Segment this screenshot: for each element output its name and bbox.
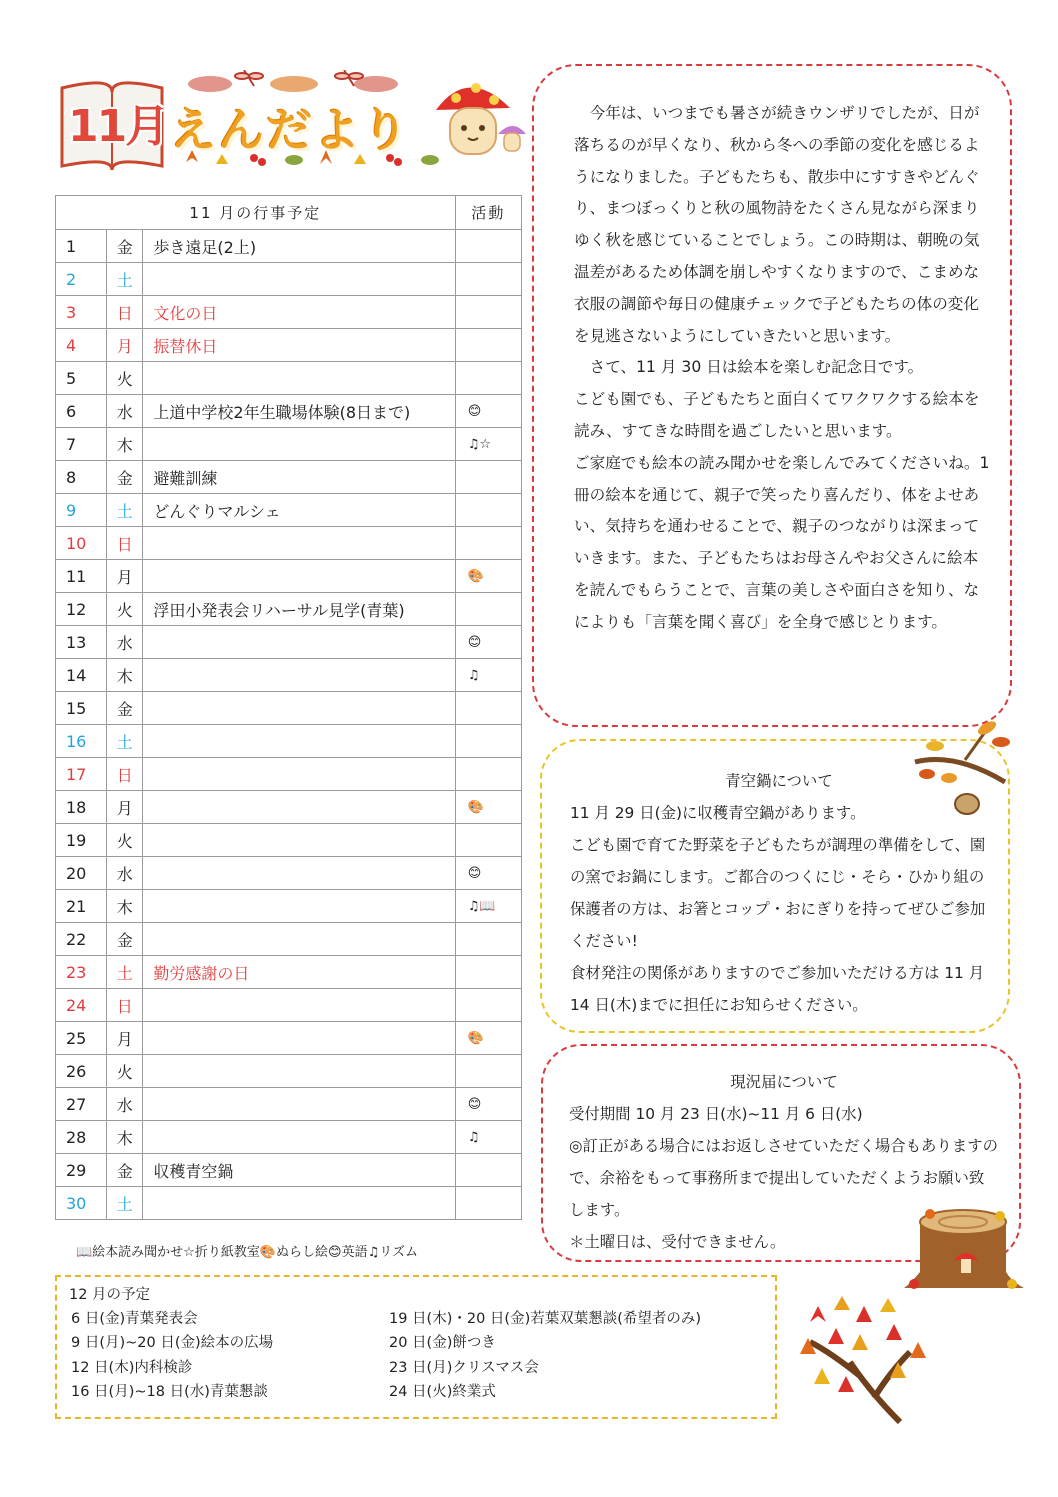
activity-cell: ♫📖 xyxy=(455,890,521,923)
day-number: 4 xyxy=(56,329,107,362)
schedule-row xyxy=(56,428,522,461)
day-of-week: 月 xyxy=(107,1022,143,1055)
schedule-row xyxy=(56,494,522,527)
day-number: 9 xyxy=(56,494,107,527)
event-cell: 振替休日 xyxy=(143,329,455,362)
schedule-row xyxy=(56,659,522,692)
schedule-row xyxy=(56,626,522,659)
event-cell xyxy=(143,791,455,824)
day-number: 16 xyxy=(56,725,107,758)
day-number: 23 xyxy=(56,956,107,989)
day-of-week: 金 xyxy=(107,230,143,263)
activity-cell xyxy=(455,527,521,560)
day-number: 17 xyxy=(56,758,107,791)
day-of-week: 火 xyxy=(107,362,143,395)
newsletter-header xyxy=(58,70,528,180)
day-of-week: 木 xyxy=(107,428,143,461)
activity-cell xyxy=(455,1187,521,1220)
schedule-row xyxy=(56,791,522,824)
day-of-week: 火 xyxy=(107,824,143,857)
day-number: 5 xyxy=(56,362,107,395)
day-number: 2 xyxy=(56,263,107,296)
schedule-row xyxy=(56,1022,522,1055)
event-cell xyxy=(143,758,455,791)
day-of-week: 土 xyxy=(107,725,143,758)
day-of-week: 木 xyxy=(107,659,143,692)
day-of-week: 水 xyxy=(107,395,143,428)
event-cell xyxy=(143,1088,455,1121)
day-number: 26 xyxy=(56,1055,107,1088)
day-number: 10 xyxy=(56,527,107,560)
event-cell xyxy=(143,626,455,659)
activity-cell xyxy=(455,725,521,758)
schedule-row xyxy=(56,1088,522,1121)
event-cell xyxy=(143,263,455,296)
schedule-row xyxy=(56,923,522,956)
activity-cell xyxy=(455,494,521,527)
december-item: 12 日(木)内科検診 xyxy=(71,1359,193,1376)
intro-paragraph: ご家庭でも絵本の読み聞かせを楽しんでみてくださいね。1冊の絵本を通じて、親子で笑ったり喜んだり、体をよせあい、気持ちを通わせることで、親子のつながりは深まっていきます。また、子どもたちはお母さんやお父さんに絵本を読んでもらうことで、言葉の美しさや面白さを知り、なによりも「言葉を聞く喜び」を全身で感じとります。 xyxy=(574,453,990,631)
activity-cell xyxy=(455,296,521,329)
day-of-week: 土 xyxy=(107,263,143,296)
event-cell: 勤労感謝の日 xyxy=(143,956,455,989)
activity-cell: 😊 xyxy=(455,626,521,659)
schedule-row xyxy=(56,230,522,263)
day-number: 18 xyxy=(56,791,107,824)
schedule-row xyxy=(56,890,522,923)
event-cell xyxy=(143,560,455,593)
day-of-week: 土 xyxy=(107,494,143,527)
day-number: 8 xyxy=(56,461,107,494)
schedule-row xyxy=(56,395,522,428)
intro-message-box xyxy=(532,64,1012,727)
activity-cell xyxy=(455,593,521,626)
event-cell: 浮田小発表会リハーサル見学(青葉) xyxy=(143,593,455,626)
day-number: 13 xyxy=(56,626,107,659)
autumn-branch-illustration xyxy=(905,712,1015,822)
day-number: 14 xyxy=(56,659,107,692)
schedule-row xyxy=(56,989,522,1022)
aozora-title: 青空鍋について xyxy=(725,772,833,790)
schedule-row xyxy=(56,461,522,494)
genkyo-title: 現況届について xyxy=(730,1073,838,1091)
day-of-week: 木 xyxy=(107,1121,143,1154)
december-item: 6 日(金)青葉発表会 xyxy=(71,1311,198,1327)
event-cell xyxy=(143,890,455,923)
activity-cell xyxy=(455,956,521,989)
activity-cell xyxy=(455,461,521,494)
activity-cell: 😊 xyxy=(455,1088,521,1121)
activity-cell: ♫ xyxy=(455,1121,521,1154)
schedule-row xyxy=(56,362,522,395)
event-cell xyxy=(143,1022,455,1055)
activity-cell xyxy=(455,1055,521,1088)
schedule-row xyxy=(56,329,522,362)
day-of-week: 土 xyxy=(107,1187,143,1220)
day-of-week: 金 xyxy=(107,1154,143,1187)
event-cell xyxy=(143,725,455,758)
event-cell xyxy=(143,989,455,1022)
schedule-row xyxy=(56,1154,522,1187)
day-of-week: 月 xyxy=(107,560,143,593)
day-of-week: 金 xyxy=(107,461,143,494)
day-number: 12 xyxy=(56,593,107,626)
day-of-week: 月 xyxy=(107,329,143,362)
day-number: 3 xyxy=(56,296,107,329)
day-number: 6 xyxy=(56,395,107,428)
day-of-week: 水 xyxy=(107,1088,143,1121)
aozora-line: 11 月 29 日(金)に収穫青空鍋があります。 xyxy=(570,804,866,822)
intro-paragraph: 今年は、いつまでも暑さが続きウンザリでしたが、日が落ちるのが早くなり、秋から冬への季節の変化を感じるようになりました。子どもたちも、散歩中にすすきやどんぐり、まつぼっくりと秋の風物詩をたくさん見ながら深まりゆく秋を感じていることでしょう。この時期は、朝晩の気温差があるため体調を崩しやすくなりますので、こまめな衣服の調節や毎日の健康チェックで子どもたちの体の変化を見逃さないようにしていきたいと思います。 xyxy=(574,104,980,345)
schedule-row xyxy=(56,593,522,626)
day-of-week: 金 xyxy=(107,692,143,725)
december-schedule-box xyxy=(55,1275,777,1419)
activity-legend: 📖絵本読み聞かせ☆折り紙教室🎨ぬらし絵😊英語♫リズム xyxy=(76,1245,418,1260)
day-number: 1 xyxy=(56,230,107,263)
december-item: 23 日(月)クリスマス会 xyxy=(389,1359,539,1376)
newsletter-title: えんだより xyxy=(170,103,410,157)
event-cell xyxy=(143,1121,455,1154)
intro-paragraph: こども園でも、子どもたちと面白くてワクワクする絵本を読み、すてきな時間を過ごしたいと思います。 xyxy=(574,390,980,440)
activity-cell xyxy=(455,329,521,362)
activity-cell: 😊 xyxy=(455,857,521,890)
day-of-week: 日 xyxy=(107,296,143,329)
activity-cell: 😊 xyxy=(455,395,521,428)
schedule-row xyxy=(56,725,522,758)
december-item: 16 日(月)~18 日(水)青葉懇談 xyxy=(71,1384,268,1401)
event-cell xyxy=(143,1187,455,1220)
activity-cell xyxy=(455,230,521,263)
aozora-line: 食材発注の関係がありますのでご参加いただける方は 11 月 14 日(木)までに担任にお知らせください。 xyxy=(570,964,985,1014)
day-of-week: 水 xyxy=(107,626,143,659)
activity-cell: 🎨 xyxy=(455,560,521,593)
event-cell xyxy=(143,857,455,890)
day-number: 30 xyxy=(56,1187,107,1220)
schedule-row xyxy=(56,263,522,296)
schedule-row xyxy=(56,1187,522,1220)
schedule-row xyxy=(56,758,522,791)
event-cell xyxy=(143,659,455,692)
month-title: 11月 xyxy=(68,101,168,152)
activity-cell xyxy=(455,989,521,1022)
activity-cell: ♫☆ xyxy=(455,428,521,461)
event-cell xyxy=(143,824,455,857)
day-number: 15 xyxy=(56,692,107,725)
schedule-row xyxy=(56,296,522,329)
schedule-row xyxy=(56,692,522,725)
december-item: 20 日(金)餅つき xyxy=(389,1335,496,1352)
schedule-row xyxy=(56,1055,522,1088)
day-number: 7 xyxy=(56,428,107,461)
schedule-header: 11 月の行事予定 xyxy=(56,196,456,230)
day-of-week: 金 xyxy=(107,923,143,956)
activity-cell xyxy=(455,263,521,296)
day-of-week: 日 xyxy=(107,527,143,560)
activity-cell xyxy=(455,692,521,725)
day-number: 28 xyxy=(56,1121,107,1154)
genkyo-note: ◎訂正がある場合にはお返しさせていただく場合もありますので、余裕をもって事務所まで提出していただくようお願い致します。 xyxy=(569,1137,998,1219)
event-cell: 収穫青空鍋 xyxy=(143,1154,455,1187)
december-item: 19 日(木)・20 日(金)若葉双葉懇談(希望者のみ) xyxy=(389,1311,702,1327)
activity-cell xyxy=(455,923,521,956)
december-right-column xyxy=(389,1307,701,1405)
event-cell xyxy=(143,923,455,956)
schedule-row xyxy=(56,824,522,857)
day-number: 22 xyxy=(56,923,107,956)
event-cell xyxy=(143,362,455,395)
event-cell: 上道中学校2年生職場体験(8日まで) xyxy=(143,395,455,428)
activity-header: 活動 xyxy=(455,196,521,230)
day-number: 27 xyxy=(56,1088,107,1121)
schedule-row xyxy=(56,560,522,593)
day-number: 19 xyxy=(56,824,107,857)
activity-cell xyxy=(455,824,521,857)
day-of-week: 土 xyxy=(107,956,143,989)
day-number: 29 xyxy=(56,1154,107,1187)
event-cell xyxy=(143,692,455,725)
day-number: 21 xyxy=(56,890,107,923)
day-of-week: 月 xyxy=(107,791,143,824)
day-number: 20 xyxy=(56,857,107,890)
december-title: 12 月の予定 xyxy=(69,1287,151,1303)
schedule-row xyxy=(56,527,522,560)
day-of-week: 火 xyxy=(107,593,143,626)
day-of-week: 木 xyxy=(107,890,143,923)
activity-cell xyxy=(455,362,521,395)
autumn-tree-illustration xyxy=(790,1292,930,1428)
day-of-week: 水 xyxy=(107,857,143,890)
event-cell xyxy=(143,1055,455,1088)
december-item: 9 日(月)~20 日(金)絵本の広場 xyxy=(71,1335,274,1352)
day-of-week: 日 xyxy=(107,989,143,1022)
event-cell xyxy=(143,428,455,461)
day-of-week: 火 xyxy=(107,1055,143,1088)
activity-cell: 🎨 xyxy=(455,1022,521,1055)
event-cell: どんぐりマルシェ xyxy=(143,494,455,527)
event-cell: 歩き遠足(2上) xyxy=(143,230,455,263)
event-cell: 避難訓練 xyxy=(143,461,455,494)
activity-cell: 🎨 xyxy=(455,791,521,824)
activity-cell xyxy=(455,1154,521,1187)
schedule-row xyxy=(56,956,522,989)
aozora-line: こども園で育てた野菜を子どもたちが調理の準備をして、園の窯でお鍋にします。ご都合のつくにじ・そら・ひかり組の保護者の方は、お箸とコップ・おにぎりを持ってぜひご参加ください! xyxy=(570,836,986,950)
day-of-week: 日 xyxy=(107,758,143,791)
schedule-table xyxy=(55,195,522,1220)
activity-cell: ♫ xyxy=(455,659,521,692)
day-number: 24 xyxy=(56,989,107,1022)
december-left-column xyxy=(71,1307,273,1405)
intro-paragraph: さて、11 月 30 日は絵本を楽しむ記念日です。 xyxy=(589,358,924,377)
schedule-body xyxy=(56,230,522,1220)
day-number: 11 xyxy=(56,560,107,593)
schedule-row xyxy=(56,857,522,890)
event-cell: 文化の日 xyxy=(143,296,455,329)
event-cell xyxy=(143,527,455,560)
schedule-row xyxy=(56,1121,522,1154)
genkyo-saturday: ＊土曜日は、受付できません。 xyxy=(569,1233,786,1251)
day-number: 25 xyxy=(56,1022,107,1055)
tree-stump-illustration xyxy=(900,1202,1028,1294)
genkyo-period: 受付期間 10 月 23 日(水)~11 月 6 日(水) xyxy=(569,1105,863,1123)
activity-cell xyxy=(455,758,521,791)
december-item: 24 日(火)終業式 xyxy=(389,1384,496,1401)
